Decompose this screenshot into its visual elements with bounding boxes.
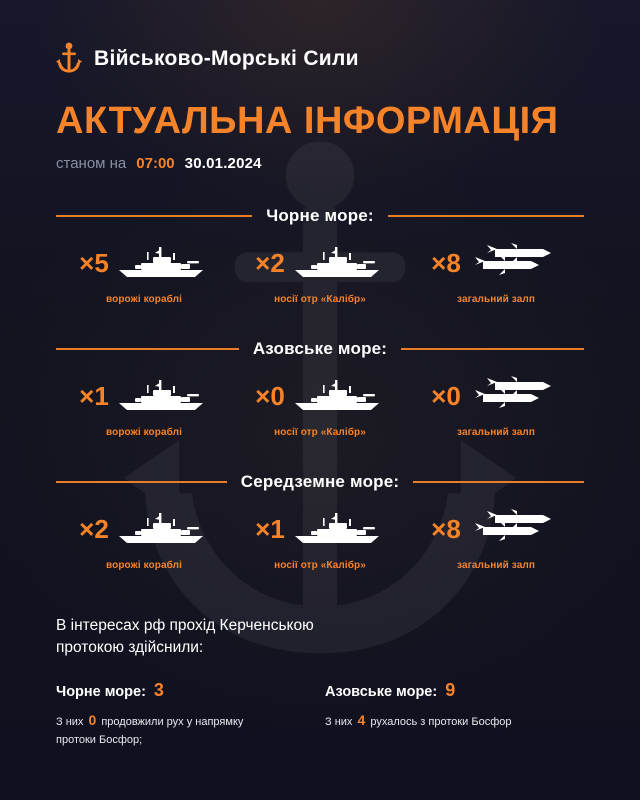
passage-sea: Азовське море: [325, 683, 438, 700]
divider-right [401, 348, 584, 350]
stat-ships [56, 240, 232, 305]
sea-section-azov [56, 339, 584, 438]
stat-value: ×1 [255, 513, 285, 544]
stats-row [56, 373, 584, 438]
sea-name: Середземне море: [240, 471, 400, 491]
divider-left [56, 215, 252, 217]
passage-sea: Чорне море: [56, 683, 146, 700]
stat-ships [56, 506, 232, 571]
sea-name: Азовське море: [252, 338, 388, 358]
stat-salvo [408, 373, 584, 438]
missiles-icon [465, 243, 561, 283]
stat-label: загальний залп [457, 426, 535, 438]
passage-detail [56, 710, 271, 749]
stat-value: ×0 [255, 380, 285, 411]
as-of-date: 30.01.2024 [184, 154, 262, 172]
as-of-label: станом на [56, 154, 127, 172]
passages [56, 680, 584, 749]
passage-count: 3 [153, 679, 164, 700]
stat-value: ×0 [431, 380, 461, 411]
stat-ships [56, 373, 232, 438]
stat-label: загальний залп [457, 559, 535, 571]
stat-label: загальний залп [457, 293, 535, 305]
stat-value: ×8 [431, 247, 461, 278]
passage-detail-suffix: рухалось з протоки Босфор [370, 715, 512, 728]
page-title: АКТУАЛЬНА ІНФОРМАЦІЯ [56, 100, 559, 142]
stat-kalibr [232, 373, 408, 438]
brand [56, 0, 584, 76]
sea-name: Чорне море: [266, 205, 374, 225]
stat-value: ×2 [79, 513, 109, 544]
sea-heading [56, 472, 584, 492]
missiles-icon [465, 376, 561, 416]
divider-right [388, 215, 584, 217]
stat-label: ворожі кораблі [106, 559, 182, 571]
warship-icon [113, 376, 209, 416]
stat-label: ворожі кораблі [106, 293, 182, 305]
warship-icon [113, 243, 209, 283]
passage-detail [325, 710, 540, 732]
brand-title: Військово-Морські Сили [94, 47, 359, 70]
stats-row [56, 506, 584, 571]
sea-section-black [56, 206, 584, 305]
passage-detail-count: 4 [357, 711, 366, 728]
stat-salvo [408, 240, 584, 305]
passage-count: 9 [445, 679, 456, 700]
warship-icon [289, 509, 385, 549]
passage-detail-count: 0 [88, 711, 97, 728]
passage-detail-prefix: З них [56, 715, 84, 728]
stat-value: ×1 [79, 380, 109, 411]
stat-label: ворожі кораблі [106, 426, 182, 438]
passage-detail-prefix: З них [325, 715, 353, 728]
kerch-strait-block [56, 615, 584, 749]
kerch-strait-title: В інтересах рф прохід Керченською протокою здійснили: [56, 616, 314, 657]
warship-icon [113, 509, 209, 549]
stat-label: носії отр «Калібр» [274, 559, 366, 571]
missiles-icon [465, 509, 561, 549]
anchor-icon [56, 42, 82, 76]
divider-right [413, 481, 584, 483]
sea-section-mediterranean [56, 472, 584, 571]
warship-icon [289, 243, 385, 283]
passage-head [325, 680, 584, 701]
sea-heading [56, 339, 584, 359]
stat-value: ×2 [255, 247, 285, 278]
as-of-line [56, 155, 584, 172]
stat-kalibr [232, 506, 408, 571]
stat-label: носії отр «Калібр» [274, 293, 366, 305]
warship-icon [289, 376, 385, 416]
stat-value: ×8 [431, 513, 461, 544]
passage-detail-suffix: продовжили рух у напрямку протоки Босфор; [56, 715, 244, 746]
stat-kalibr [232, 240, 408, 305]
stats-row [56, 240, 584, 305]
as-of-time: 07:00 [136, 154, 175, 172]
passage-azov-sea [325, 680, 584, 749]
passage-black-sea [56, 680, 315, 749]
divider-left [56, 348, 239, 350]
stat-value: ×5 [79, 247, 109, 278]
passage-head [56, 680, 315, 701]
stat-label: носії отр «Калібр» [274, 426, 366, 438]
divider-left [56, 481, 227, 483]
sea-heading [56, 206, 584, 226]
stat-salvo [408, 506, 584, 571]
